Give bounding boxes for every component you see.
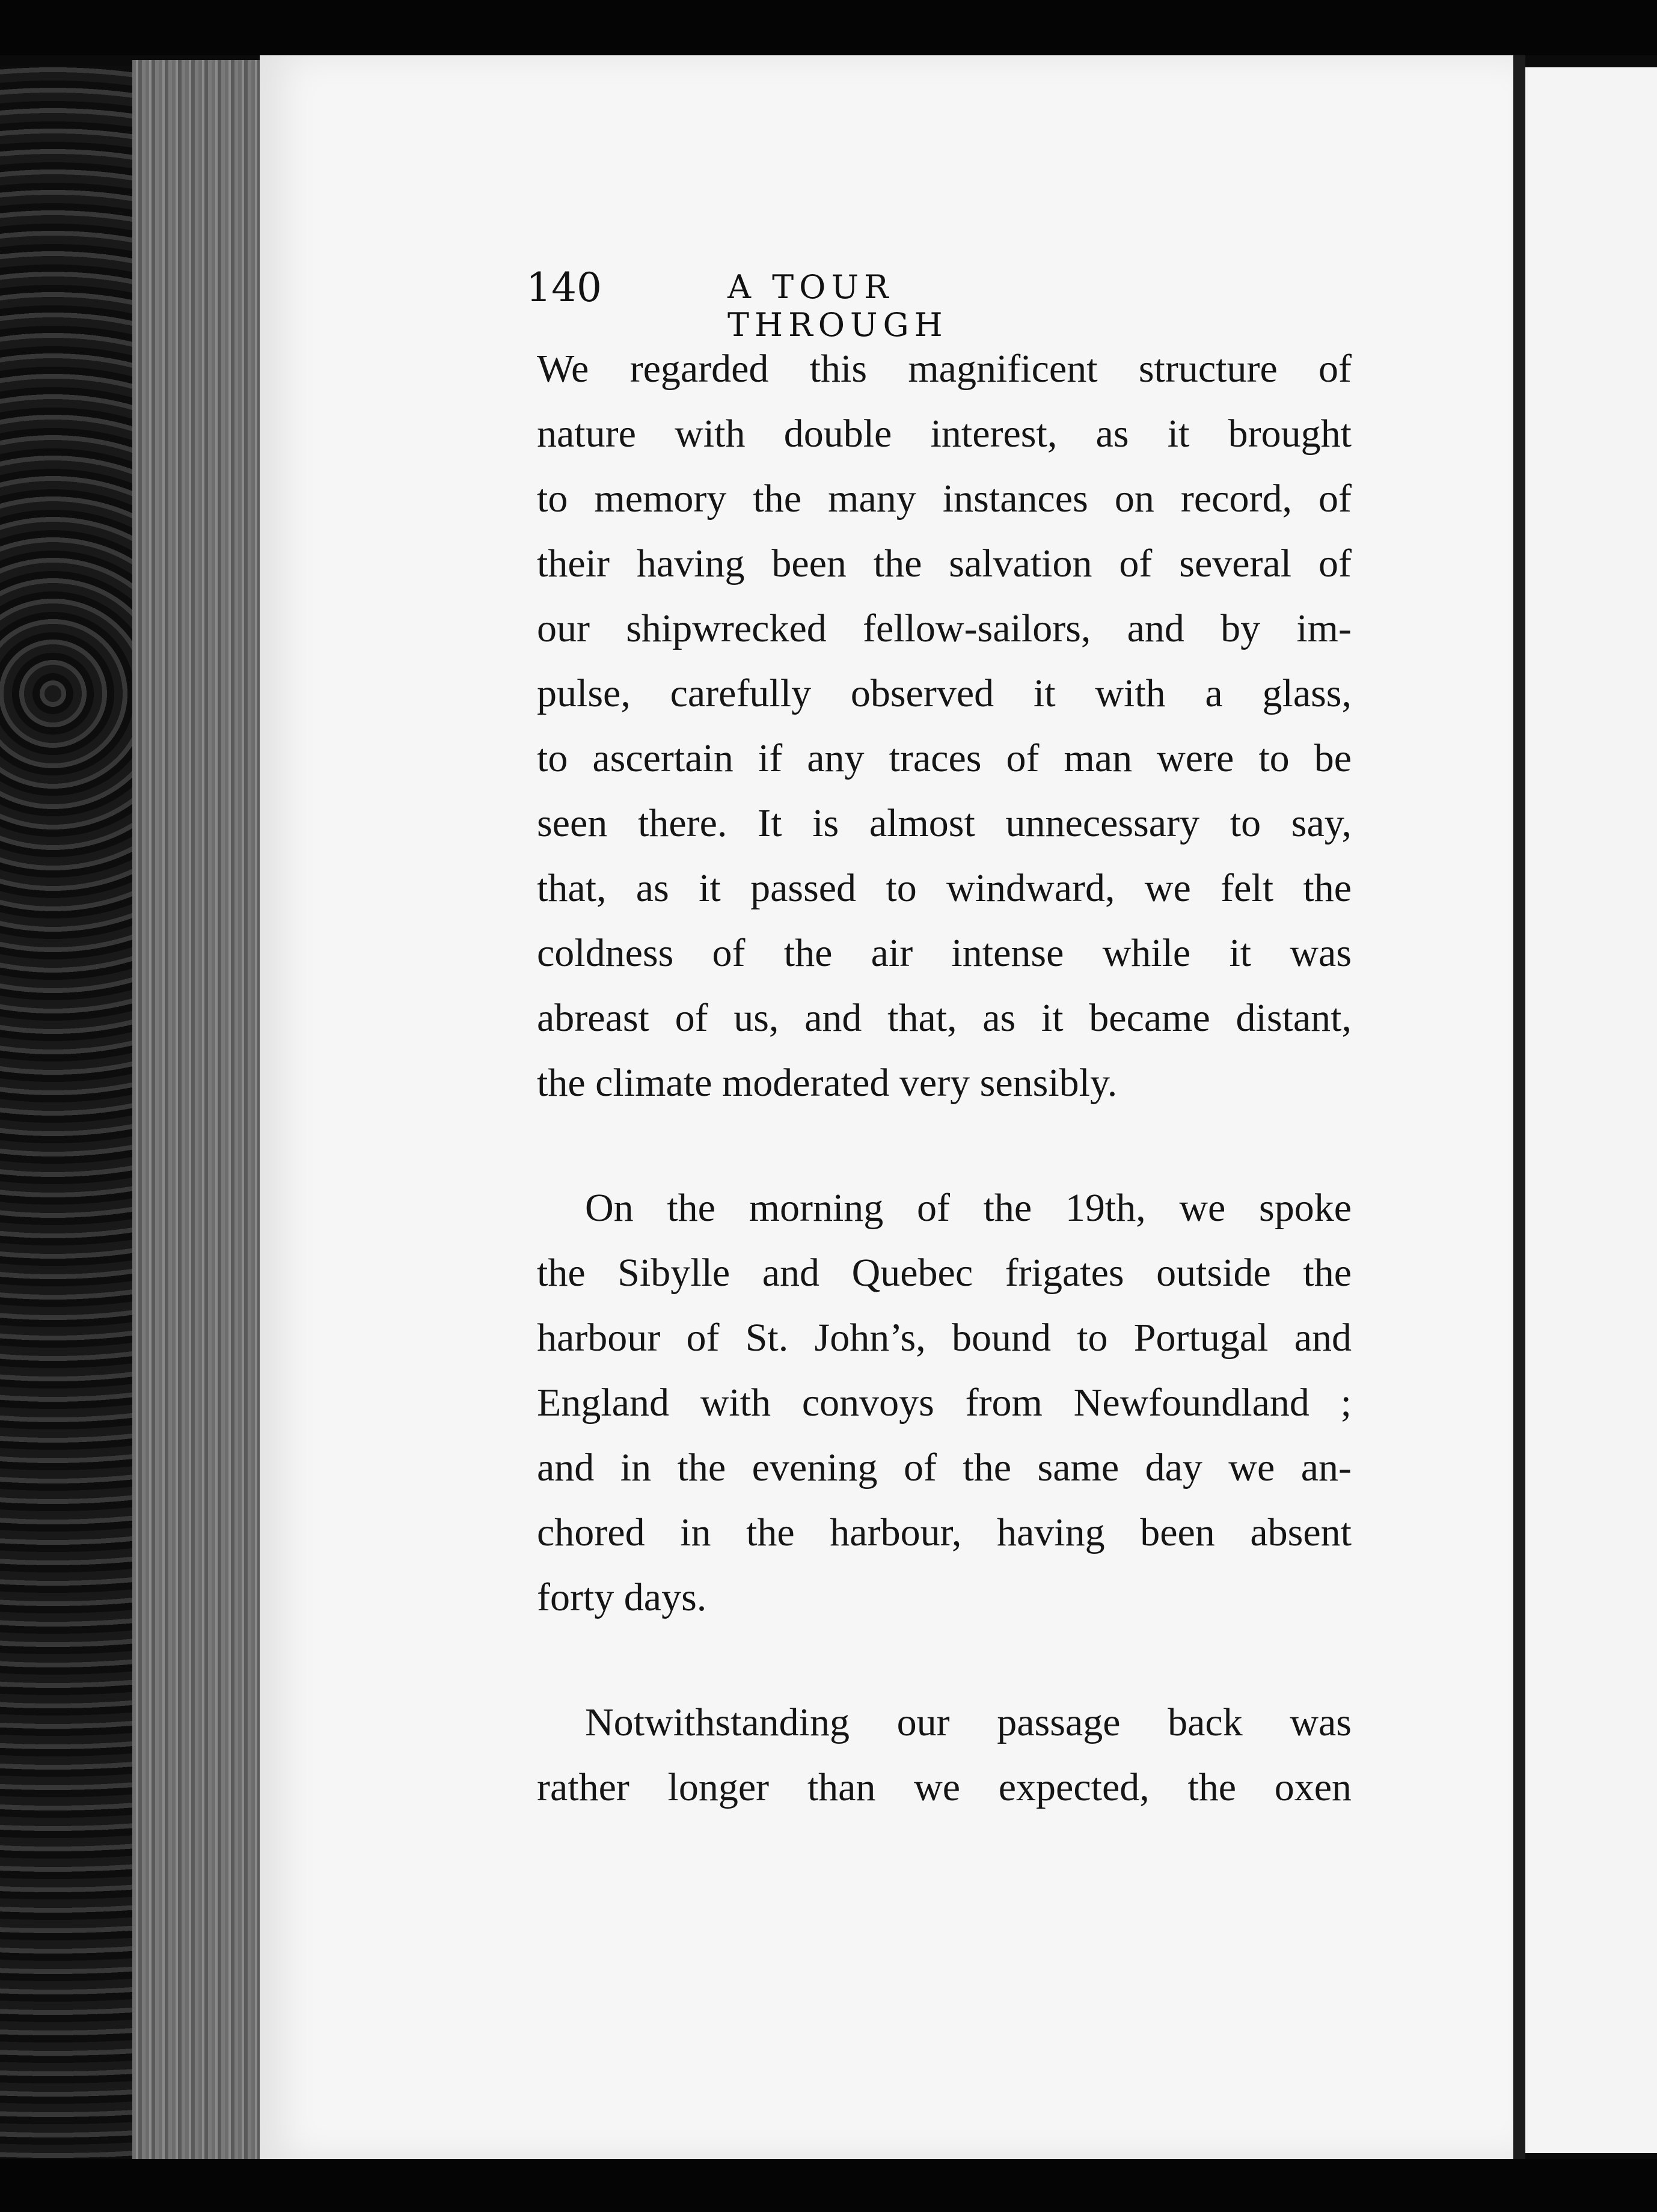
text-line: our shipwrecked fellow-sailors, and by im- — [537, 606, 1352, 650]
text-line: abreast of us, and that, as it became distant, — [537, 996, 1352, 1040]
page-body-text — [537, 337, 1352, 1820]
text-line: pulse, carefully observed it with a glass, — [537, 671, 1352, 715]
page-number: 140 — [526, 264, 602, 311]
text-line: and in the evening of the same day we an- — [537, 1446, 1352, 1489]
text-line: coldness of the air intense while it was — [537, 931, 1352, 975]
text-line: chored in the harbour, having been absent — [537, 1511, 1352, 1554]
text-line: to memory the many instances on record, of — [537, 477, 1352, 521]
text-line: We regarded this magnificent structure of — [537, 347, 1352, 391]
text-line: seen there. It is almost unnecessary to say, — [537, 801, 1352, 845]
text-line: rather longer than we expected, the oxen — [537, 1765, 1352, 1809]
text-line: On the morning of the 19th, we spoke — [585, 1186, 1352, 1230]
paragraph-break — [537, 1116, 1352, 1176]
facing-page-edge — [1525, 67, 1657, 2153]
book-gutter — [1513, 55, 1525, 2159]
text-line: to ascertain if any traces of man were to be — [537, 736, 1352, 780]
text-line: Notwithstanding our passage back was — [585, 1700, 1352, 1744]
marbled-endpaper — [0, 66, 132, 2158]
text-line: the Sibylle and Quebec frigates outside the — [537, 1251, 1352, 1295]
text-line: England with convoys from Newfoundland ; — [537, 1381, 1352, 1425]
page-header — [526, 264, 1127, 344]
scan-border-bottom — [0, 2159, 1657, 2212]
text-line: the climate moderated very sensibly. — [537, 1061, 1118, 1105]
page-edge-stack — [132, 60, 264, 2176]
text-line: that, as it passed to windward, we felt the — [537, 866, 1352, 910]
paragraph-break — [537, 1630, 1352, 1690]
text-line: forty days. — [537, 1575, 707, 1619]
text-line: nature with double interest, as it brought — [537, 412, 1352, 456]
running-head: A TOUR THROUGH — [727, 268, 948, 344]
scan-border-top — [0, 0, 1657, 55]
text-line: their having been the salvation of several of — [537, 542, 1352, 585]
text-line: harbour of St. John’s, bound to Portugal and — [537, 1316, 1352, 1360]
